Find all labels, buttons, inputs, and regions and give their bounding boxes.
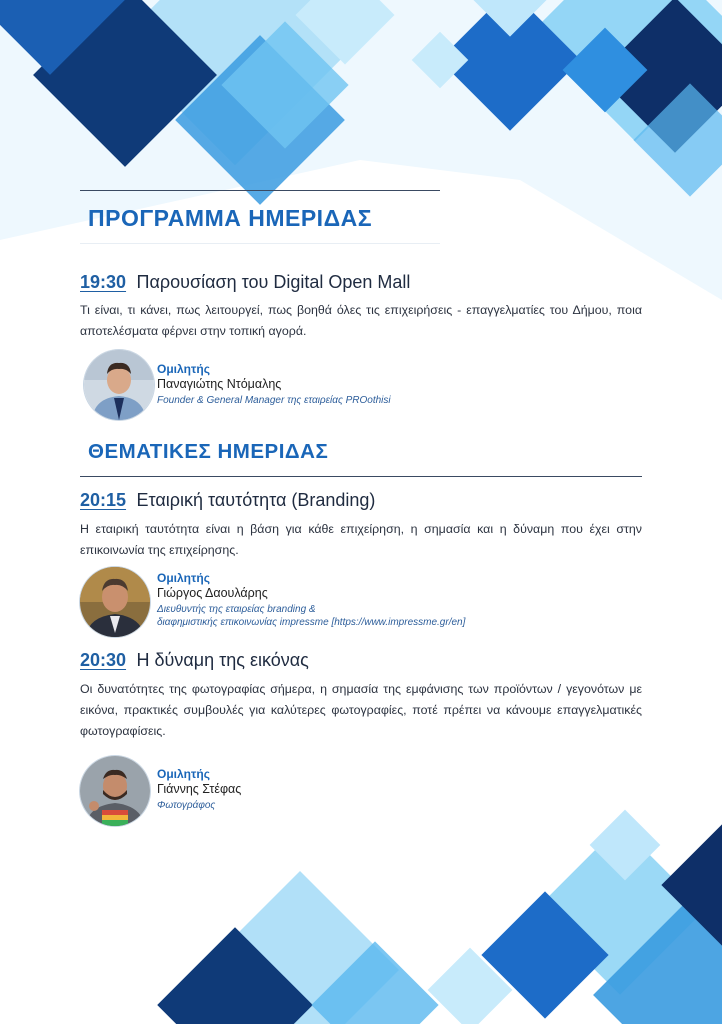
session-description: Τι είναι, τι κάνει, πως λειτουργεί, πως βοηθά όλες τις επιχειρήσεις - επαγγελματίες του Δήμου, ποια αποτελέσματα φέρνει στην τοπική αγορά. — [80, 303, 642, 338]
speaker-label: Ομιλητής — [157, 767, 210, 781]
session-title: Εταιρική ταυτότητα (Branding) — [136, 490, 376, 510]
speaker-photo-domalis — [84, 350, 154, 420]
speaker-block-daoularis — [157, 571, 465, 629]
program-bottom-rule — [80, 243, 440, 244]
speaker-role-line-1: Διευθυντής της εταιρείας branding & — [157, 604, 316, 615]
speaker-name: Γιώργος Δαουλάρης — [157, 586, 268, 600]
session-description: Οι δυνατότητες της φωτογραφίας σήμερα, η σημασία της εμφάνισης των προϊόντων / γεγονότων με εικόνα, πρακτικές συμβουλές για καλύτερες φωτογραφίες, ποτέ πρέπει να κάνουμε επαγγελματικές φωτογραφίσεις. — [80, 682, 642, 738]
speaker-role: Φωτογράφος — [157, 800, 216, 811]
thematic-rule — [80, 476, 642, 477]
program-top-rule — [80, 190, 440, 191]
speaker-name: Παναγιώτης Ντόμαλης — [157, 377, 282, 391]
session-title: Η δύναμη της εικόνας — [136, 650, 309, 670]
session-2030-header — [80, 650, 309, 671]
session-description: Η εταιρική ταυτότητα είναι η βάση για κάθε επιχείρηση, η σημασία και η δύναμη που έχει στην επικοινωνία της επιχείρησης. — [80, 522, 642, 557]
speaker-role-line-2: διαφημιστικής επικοινωνίας impressme [https://www.impressme.gr/en] — [157, 617, 466, 628]
speaker-label: Ομιλητής — [157, 362, 210, 376]
session-1930-header — [80, 272, 410, 293]
speaker-name: Γιάννης Στέφας — [157, 782, 242, 796]
speaker-photo-daoularis — [80, 567, 150, 637]
session-2015-header — [80, 490, 375, 511]
speaker-photo-stefas — [80, 756, 150, 826]
session-time: 20:15 — [80, 490, 127, 510]
thematic-heading: ΘΕΜΑΤΙΚΕΣ ΗΜΕΡΙΔΑΣ — [88, 440, 329, 463]
speaker-block-stefas — [157, 767, 241, 812]
speaker-role: Founder & General Manager της εταιρείας PROothisi — [157, 395, 391, 406]
program-heading: ΠΡΟΓΡΑΜΜΑ ΗΜΕΡΙΔΑΣ — [88, 205, 373, 231]
speaker-label: Ομιλητής — [157, 571, 210, 585]
speaker-block-domalis — [157, 362, 391, 407]
session-time: 20:30 — [80, 650, 127, 670]
session-title: Παρουσίαση του Digital Open Mall — [136, 272, 411, 292]
session-time: 19:30 — [80, 272, 127, 292]
